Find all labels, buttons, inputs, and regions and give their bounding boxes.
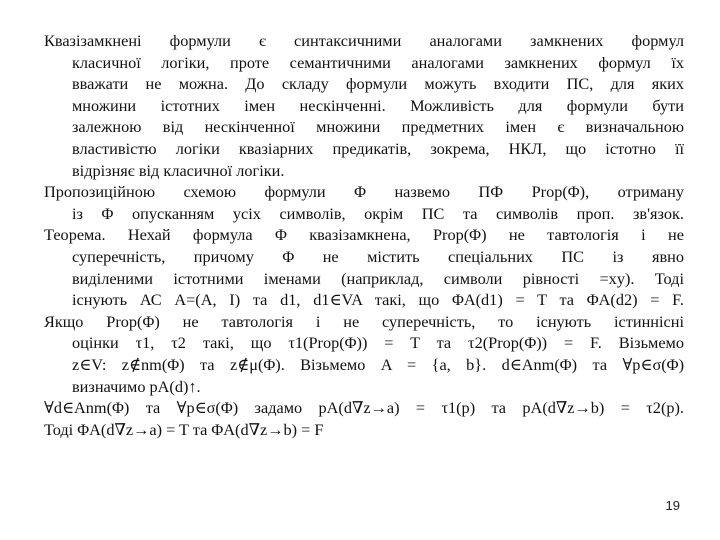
text-line-17: визначимо pA(d)↑. <box>72 376 201 396</box>
text-line-10: Теорема. Нехай формула Φ квазізамкнена, Prop(Φ) не тавтологія і не <box>44 225 684 245</box>
text-line-14: Якщо Prop(Φ) не тавтологія і не суперечність, то існують істиннісні <box>44 311 684 331</box>
text-line-9: із Φ опусканням усіх символів, окрім ПС та символів проп. зв'язок. <box>72 203 684 223</box>
text-line-11: суперечність, причому Φ не містить спеціальних ПС із явно <box>72 246 684 266</box>
text-line-8: Пропозиційною схемою формули Φ назвемо ПФ Prop(Φ), отриману <box>44 182 684 202</box>
text-line-1: Квазізамкнені формули є синтаксичними аналогами замкнених формул <box>44 31 684 50</box>
text-line-13: існують АС A=(A, I) та d1, d1∈VA такі, що ΦA(d1) = T та ΦA(d2) = F. <box>72 290 684 310</box>
text-line-19: Тоді ΦA(d∇z→a) = T та ΦA(d∇z→b) = F <box>44 419 324 439</box>
text-line-15: оцінки τ1, τ2 такі, що τ1(Prop(Φ)) = T та τ2(Prop(Φ)) = F. Візьмемо <box>72 333 684 353</box>
text-line-12: виділеними істотними іменами (наприклад, символи рівності =xy). Тоді <box>72 268 684 288</box>
text-line-7: відрізняє від класичної логіки. <box>72 160 285 180</box>
text-line-16: z∈V: z∉nm(Φ) та z∉μ(Φ). Візьмемо A = {a, b}. d∈Anm(Φ) та ∀p∈σ(Φ) <box>72 354 684 374</box>
text-line-6: властивістю логіки квазіарних предикатів, зокрема, НКЛ, що істотно її <box>72 138 684 158</box>
text-line-18: ∀d∈Anm(Φ) та ∀p∈σ(Φ) задамо pA(d∇z→a) = τ1(p) та pA(d∇z→b) = τ2(p). <box>44 398 684 418</box>
text-line-4: множини істотних імен нескінченні. Можливість для формули бути <box>72 95 684 115</box>
text-line-2: класичної логіки, проте семантичними аналогами замкнених формул їх <box>72 52 684 72</box>
page-number: 19 <box>665 498 680 513</box>
text-line-3: вважати не можна. До складу формули можуть входити ПС, для яких <box>72 74 684 94</box>
text-line-5: залежною від нескінченної множини предметних імен є визначальною <box>72 117 684 137</box>
body-text <box>44 30 684 440</box>
